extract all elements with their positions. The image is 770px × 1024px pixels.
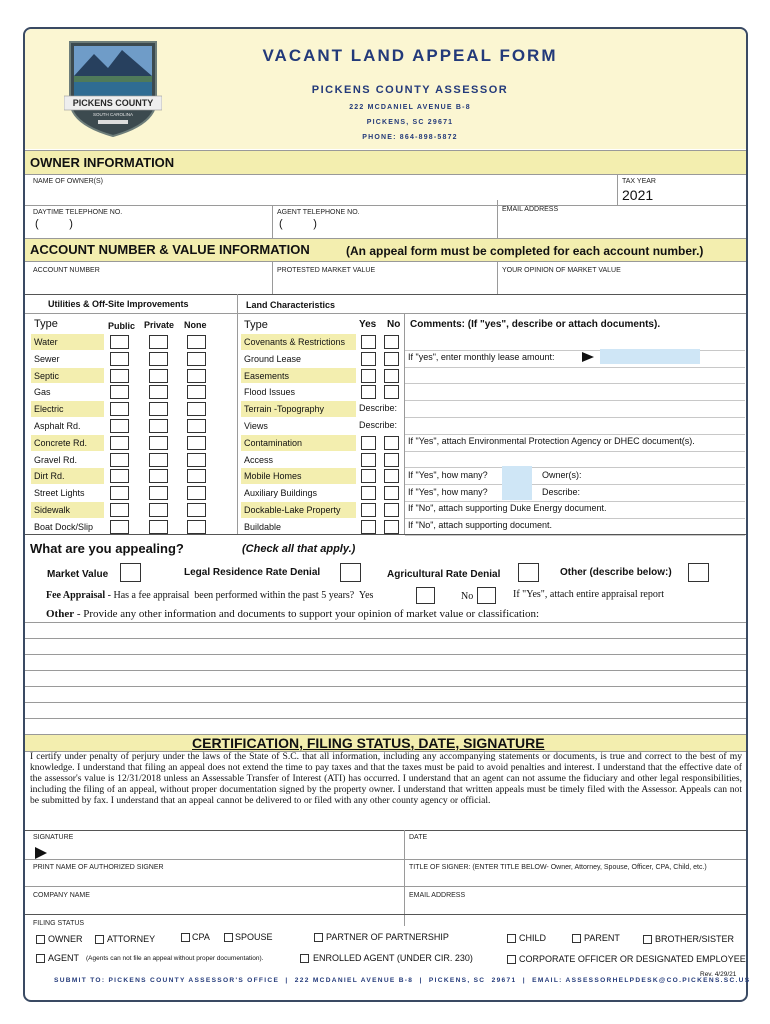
comment-line [405,400,745,401]
private-checkbox[interactable] [149,486,168,500]
signature-field[interactable] [50,843,400,858]
comment-line [405,434,745,435]
legal-residence-checkbox[interactable] [340,563,361,582]
logo-text: PICKENS COUNTY [72,98,154,108]
address-line-1: 222 MCDANIEL AVENUE B-8 [349,104,471,111]
comment-line [405,484,745,485]
account-section-title: ACCOUNT NUMBER & VALUE INFORMATION [30,242,310,257]
appeal-check-all: (Check all that apply.) [242,543,356,555]
partner-label: PARTNER OF PARTNERSHIP [326,932,449,942]
signature-label: SIGNATURE [33,834,74,841]
utilities-type-header: Type [34,318,58,330]
agent-phone-label: AGENT TELEPHONE NO. [277,209,360,216]
land-label: Access [244,454,274,465]
agricultural-checkbox[interactable] [518,563,539,582]
other-label: Other (describe below:) [560,567,672,578]
none-checkbox[interactable] [187,469,206,483]
comment-line [405,518,745,519]
utility-label: Boat Dock/Slip [34,521,94,532]
public-checkbox[interactable] [110,469,129,483]
utility-label: Water [34,337,58,347]
attorney-label: ATTORNEY [107,934,156,944]
no-checkbox[interactable] [384,486,399,500]
utility-label: Sewer [34,353,60,364]
no-checkbox[interactable] [384,352,399,366]
no-checkbox[interactable] [384,385,399,399]
none-checkbox[interactable] [187,352,206,366]
no-header: No [387,319,401,330]
none-header: None [184,320,207,330]
land-label: Ground Lease [244,353,302,364]
yes-checkbox[interactable] [361,369,376,383]
account-note: (An appeal form must be completed for each account number.) [346,244,704,258]
child-label: CHILD [519,933,547,943]
private-checkbox[interactable] [149,369,168,383]
no-checkbox[interactable] [384,520,399,534]
org-name: PICKENS COUNTY ASSESSOR [311,84,509,96]
corporate-checkbox[interactable] [507,955,516,964]
owner-name-label: NAME OF OWNER(S) [33,178,103,185]
daytime-phone-field[interactable]: ( ) [35,218,73,230]
terrain-describe: Describe: [359,403,398,413]
private-checkbox[interactable] [149,335,168,349]
cert-text: I certify under penalty of perjury under the laws of the State of S.C. that all information, including any accompanying statements or documents, is true and correct to the best of my knowledge. I understand that filing an appeal does not extend the time to pay taxes and that the taxes must be paid to avoid penalties and interest. I understand that the effective date of the assessor's value is 12/31/2018 unless an Assessable Transfer of Interest (ATI) has occurred. I understand that an agent can not assume the fiduciary and other legal responsibilities, including the filing of an appeal, without proper documentation signed by the property owner. I understand that written appeals must be timely filed with the Assessor. Appeals can not be submitted by fax. I understand that an appeal cannot be delivered to or filed with any other county agency or official. [30,751,742,806]
lease-note: If "yes", enter monthly lease amount: [408,352,555,362]
no-checkbox[interactable] [384,503,399,517]
signature-arrow-icon [35,847,47,859]
market-value-label: Market Value [47,569,109,580]
land-label: Covenants & Restrictions [244,337,346,347]
none-checkbox[interactable] [187,520,206,534]
utility-label: Dirt Rd. [34,471,65,482]
owners-label: Owner(s): [542,470,582,480]
comment-line [405,417,745,418]
public-checkbox[interactable] [110,486,129,500]
cert-email-label: EMAIL ADDRESS [409,892,466,899]
cert-heading: CERTIFICATION, FILING STATUS, DATE, SIGNATURE [192,735,545,751]
none-checkbox[interactable] [187,385,206,399]
public-checkbox[interactable] [110,520,129,534]
none-checkbox[interactable] [187,402,206,416]
private-checkbox[interactable] [149,402,168,416]
utility-label: Gas [34,387,51,398]
enrolled-agent-checkbox[interactable] [300,954,309,963]
fee-no-checkbox[interactable] [477,587,496,604]
agent-label: AGENT [48,953,80,963]
land-label: Views [244,421,268,431]
no-checkbox[interactable] [384,335,399,349]
aux-buildings-note: If "Yes", how many? [408,487,488,497]
owner-name-field[interactable] [30,186,615,203]
comment-line [405,451,745,452]
utility-label: Gravel Rd. [34,454,78,465]
other-info-line: Other - Provide any other information and documents to support your opinion of market value or classification: [46,608,540,620]
tax-year-value[interactable]: 2021 [622,187,654,203]
land-label: Easements [244,370,290,381]
private-checkbox[interactable] [149,469,168,483]
yes-checkbox[interactable] [361,453,376,467]
yes-header: Yes [359,319,377,330]
private-header: Private [144,320,175,330]
address-line-2: PICKENS, SC 29671 [366,119,454,126]
arrow-icon [582,352,594,362]
private-checkbox[interactable] [149,453,168,467]
email-label: EMAIL ADDRESS [502,206,559,213]
public-checkbox[interactable] [110,352,129,366]
yes-checkbox[interactable] [361,520,376,534]
owner-status-label: OWNER [48,934,83,944]
land-heading: Land Characteristics [246,300,336,310]
none-checkbox[interactable] [187,335,206,349]
mobile-homes-note: If "Yes", how many? [408,470,488,480]
public-checkbox[interactable] [110,402,129,416]
fee-no-label: No [461,591,474,602]
land-label: Terrain -Topography [244,404,325,415]
duke-note: If "No", attach supporting Duke Energy document. [408,503,607,513]
yes-checkbox[interactable] [361,335,376,349]
land-label: Mobile Homes [244,471,302,482]
parent-checkbox[interactable] [572,934,581,943]
aux-buildings-count-field[interactable] [502,483,532,500]
land-label: Buildable [244,521,282,532]
yes-checkbox[interactable] [361,469,376,483]
agent-phone-field[interactable]: ( ) [279,218,317,230]
describe-label: Describe: [542,487,581,497]
mobile-homes-count-field[interactable] [502,466,532,483]
cpa-label: CPA [192,932,210,942]
phone: PHONE: 864-898-5872 [362,134,458,141]
fee-yes-checkbox[interactable] [416,587,435,604]
legal-residence-label: Legal Residence Rate Denial [184,567,321,578]
title-signer-label: TITLE OF SIGNER: (ENTER TITLE BELOW- Owner, Attorney, Spouse, Officer, CPA, Child, etc.) [409,864,707,871]
public-checkbox[interactable] [110,503,129,517]
utility-label: Asphalt Rd. [34,421,81,431]
public-checkbox[interactable] [110,419,129,433]
utility-label: Concrete Rd. [34,437,88,448]
yes-checkbox[interactable] [361,352,376,366]
utility-label: Street Lights [34,488,85,499]
private-checkbox[interactable] [149,419,168,433]
agent-note: (Agents can not file an appeal without proper documentation). [86,955,264,962]
none-checkbox[interactable] [187,419,206,433]
enrolled-agent-label: ENROLLED AGENT (UNDER CIR. 230) [313,953,473,963]
none-checkbox[interactable] [187,503,206,517]
land-label: Dockable-Lake Property [244,505,341,515]
partner-checkbox[interactable] [314,933,323,942]
child-checkbox[interactable] [507,934,516,943]
market-value-checkbox[interactable] [120,563,141,582]
comment-line [405,383,745,384]
agent-checkbox[interactable] [36,954,45,963]
fee-note: If "Yes", attach entire appraisal report [513,589,664,600]
comment-line [405,501,745,502]
agricultural-label: Agricultural Rate Denial [387,569,501,580]
yes-checkbox[interactable] [361,385,376,399]
comment-line [405,467,745,468]
private-checkbox[interactable] [149,352,168,366]
yes-checkbox[interactable] [361,486,376,500]
protested-value-label: PROTESTED MARKET VALUE [277,267,376,274]
utility-label: Electric [34,404,64,415]
other-info-textarea[interactable] [30,623,742,733]
public-checkbox[interactable] [110,335,129,349]
spouse-label: SPOUSE [235,932,273,942]
yes-checkbox[interactable] [361,503,376,517]
other-checkbox[interactable] [688,563,709,582]
public-header: Public [108,321,136,331]
fee-appraisal-line: Fee Appraisal - Has a fee appraisal been performed within the past 5 years? Yes [46,590,374,601]
none-checkbox[interactable] [187,486,206,500]
contamination-note: If "Yes", attach Environmental Protection Agency or DHEC document(s). [408,436,695,446]
comment-line [405,367,745,368]
no-checkbox[interactable] [384,469,399,483]
lease-amount-field[interactable] [600,349,700,364]
county-logo [64,38,162,138]
appeal-heading: What are you appealing? [30,541,184,556]
no-checkbox[interactable] [384,436,399,450]
buildable-note: If "No", attach supporting document. [408,520,552,530]
none-checkbox[interactable] [187,436,206,450]
public-checkbox[interactable] [110,385,129,399]
none-checkbox[interactable] [187,453,206,467]
land-type-header: Type [244,319,268,331]
public-checkbox[interactable] [110,453,129,467]
utility-label: Sidewalk [34,505,71,515]
attorney-checkbox[interactable] [95,935,104,944]
public-checkbox[interactable] [110,369,129,383]
parent-label: PARENT [584,933,620,943]
account-number-label: ACCOUNT NUMBER [33,267,100,274]
land-label: Flood Issues [244,387,296,398]
brother-sister-checkbox[interactable] [643,935,652,944]
logo-sub: SOUTH CAROLINA [92,112,134,117]
owner-checkbox[interactable] [36,935,45,944]
comments-header: Comments: (If "yes", describe or attach documents). [410,319,661,330]
private-checkbox[interactable] [149,436,168,450]
daytime-phone-label: DAYTIME TELEPHONE NO. [33,209,123,216]
date-label: DATE [409,834,428,841]
land-label: Contamination [244,437,303,448]
print-name-label: PRINT NAME OF AUTHORIZED SIGNER [33,864,164,871]
footer-submit: SUBMIT TO: PICKENS COUNTY ASSESSOR'S OFFICE | 222 MCDANIEL AVENUE B-8 | PICKENS, SC 29671 | EMAIL: ASSESSORHELPDESK@CO.PICKENS.SC.US [54,977,751,984]
land-label: Auxiliary Buildings [244,488,318,499]
utility-label: Septic [34,370,60,381]
spouse-checkbox[interactable] [224,933,233,942]
private-checkbox[interactable] [149,520,168,534]
tax-year-label: TAX YEAR [622,178,656,185]
corporate-label: CORPORATE OFFICER OR DESIGNATED EMPLOYEE [519,954,746,964]
revision: Rev. 4/29/21 [700,971,737,978]
none-checkbox[interactable] [187,369,206,383]
no-checkbox[interactable] [384,369,399,383]
private-checkbox[interactable] [149,503,168,517]
brother-sister-label: BROTHER/SISTER [655,934,735,944]
no-checkbox[interactable] [384,453,399,467]
public-checkbox[interactable] [110,436,129,450]
owner-section-title: OWNER INFORMATION [30,155,175,170]
form-title: VACANT LAND APPEAL FORM [262,46,558,65]
yes-checkbox[interactable] [361,436,376,450]
utilities-heading: Utilities & Off-Site Improvements [48,299,189,309]
company-name-label: COMPANY NAME [33,892,90,899]
filing-status-label: FILING STATUS [33,920,85,927]
opinion-value-label: YOUR OPINION OF MARKET VALUE [502,267,621,274]
cpa-checkbox[interactable] [181,933,190,942]
views-describe: Describe: [359,420,398,430]
private-checkbox[interactable] [149,385,168,399]
